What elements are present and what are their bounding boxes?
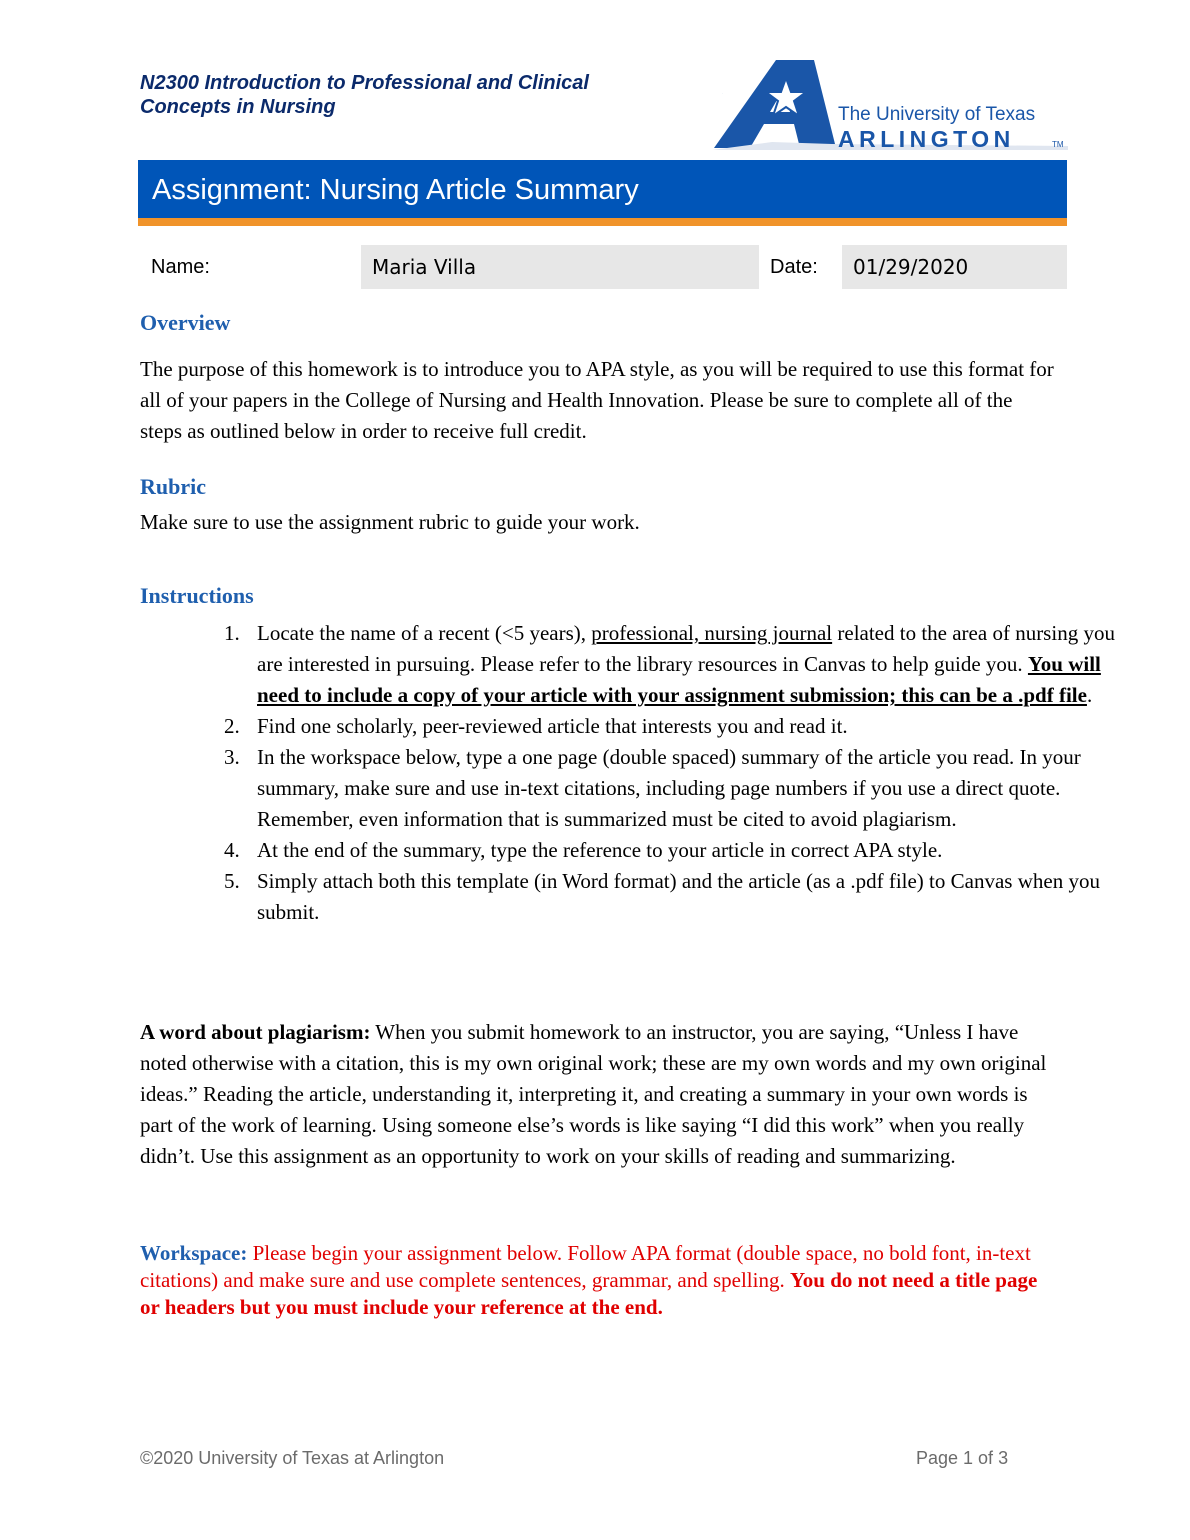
instruction-step-2: 2. Find one scholarly, peer-reviewed article that interests you and read it. [245, 711, 1145, 742]
assignment-title: Assignment: Nursing Article Summary [152, 174, 639, 206]
overview-text: The purpose of this homework is to introduce you to APA style, as you will be required to use this format for all of your papers in the College of Nursing and Health Innovation. Please be sure to complete all of the steps as outlined below in order to receive full credit. [140, 357, 1054, 443]
footer-copyright: ©2020 University of Texas at Arlington [140, 1448, 445, 1468]
name-label: Name: [151, 256, 210, 278]
instruction-step-5: 5. Simply attach both this template (in Word format) and the article (as a .pdf file) to Canvas when you submit. [245, 866, 1145, 928]
instruction-step-1: 1. Locate the name of a recent (<5 years), professional, nursing journal related to the area of nursing you are interested in pursuing. Please refer to the library resources in Canvas to help guide you. You will need to include a copy of your article with your assignment submission; this can be a .pdf file. [245, 618, 1145, 711]
workspace-instructions [140, 1240, 1040, 1321]
rubric-heading: Rubric [140, 474, 206, 499]
logo-letter: A [722, 94, 723, 95]
logo-university-name: The University of Texas [838, 104, 1036, 125]
course-title [140, 71, 700, 119]
overview-heading: Overview [140, 310, 231, 335]
course-title-line1: N2300 Introduction to Professional and Clinical [140, 72, 589, 94]
instruction-step-3: 3. In the workspace below, type a one page (double spaced) summary of the article you read. In your summary, make sure and use in-text citations, including page numbers if you use a direct quote. Remember, even information that is summarized must be cited to avoid plagiarism. [245, 742, 1145, 835]
instructions-list [140, 618, 1145, 928]
rubric-text: Make sure to use the assignment rubric to guide your work. [140, 510, 640, 534]
workspace-label: Workspace: [140, 1241, 248, 1265]
instructions-heading: Instructions [140, 583, 254, 608]
logo-arlington: ARLINGTON [838, 126, 1015, 152]
workspace-text: Please begin your assignment below. Follow APA format (double space, no bold font, in-text citations) and make sure and use complete sentences, grammar, and spelling. [140, 1241, 1031, 1292]
course-title-line2: Concepts in Nursing [140, 96, 336, 118]
plagiarism-note [140, 1017, 1055, 1172]
workspace-bold-note: You do not need a title page or headers but you must include your reference at the end. [140, 1268, 1038, 1319]
plagiarism-text: When you submit homework to an instructor, you are saying, “Unless I have noted otherwise with a citation, this is my own original work; these are my own words and my own original ideas.” Reading the article, understanding it, interpreting it, and creating a summary in your own words is part of the work of learning. Using someone else’s words is like saying “I did this work” when you really didn’t. Use this assignment as an opportunity to work on your skills of reading and summarizing. [140, 1020, 1047, 1168]
date-label: Date: [770, 256, 818, 278]
journal-emphasis: professional, nursing journal [591, 621, 833, 645]
plagiarism-label: A word about plagiarism: [140, 1020, 371, 1044]
title-banner [138, 160, 1067, 226]
footer-page-number: Page 1 of 3 [916, 1448, 1009, 1468]
name-field[interactable]: Maria Villa [361, 245, 759, 289]
article-requirement: You will need to include a copy of your article with your assignment submission; this can be a .pdf file [257, 652, 1101, 707]
date-field[interactable]: 01/29/2020 [842, 245, 1067, 289]
instruction-step-4: 4. At the end of the summary, type the reference to your article in correct APA style. [245, 835, 1145, 866]
logo-trademark: TM [1052, 140, 1064, 149]
